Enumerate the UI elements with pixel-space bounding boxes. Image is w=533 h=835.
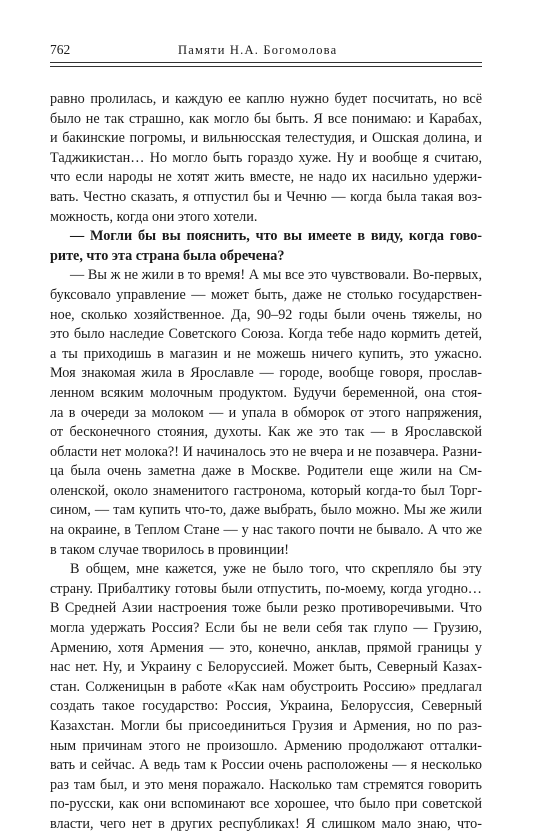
text-line: ленном всяким молочным продуктом. Будучи беременной, она стоя- — [50, 384, 482, 401]
text-line: по-русски, как они вспоминают все хорошее, что было при советской — [50, 796, 482, 813]
running-title: Памяти Н.А. Богомолова — [178, 43, 338, 57]
text-line: могла удержать Россия? Если бы не вели себя так глупо — Грузию, — [50, 620, 482, 637]
text-line: ным причинам этого не произошло. Армению продолжают отталки- — [50, 737, 482, 754]
text-line: а ты приходишь в магазин и не можешь ничего купить, это ужасно. — [50, 345, 482, 362]
text-line: стан. Солженицын в работе «Как нам обустроить Россию» предлагал — [50, 678, 482, 695]
text-line: было не так страшно, как могло бы быть. Я все понимаю: и Карабах, — [50, 110, 482, 127]
text-line: ла в очереди за молоком — и упала в обморок от этого напряжения, — [50, 404, 482, 421]
text-line: что если народы не хотят жить вместе, не надо их насильно удержи- — [50, 169, 482, 186]
text-line: Армению, хотя Армения — это, конечно, анклав, прямой границы у — [50, 639, 482, 656]
text-line: области нет молока?! И начиналось это не вчера и не позавчера. Разни- — [50, 443, 482, 460]
text-line: в таком случае творилось в провинции! — [50, 541, 290, 558]
text-line: от бесконечного стояния, духоты. Как же это так — в Ярославской — [50, 424, 482, 441]
text-line: ца была очень заметна даже в Москве. Родители еще жили на См- — [50, 463, 482, 480]
text-line: нас нет. Ну, и Украину с Белоруссией. Может быть, Северный Казах- — [50, 659, 482, 676]
text-line: вать и сейчас. А ведь там к России очень расположены — я несколько — [50, 757, 482, 774]
text-line: сином, — там купить что-то, даже выбрать, было можно. Мы же жили — [50, 502, 482, 519]
text-line: и бакинские погромы, и вильнюсская телестудия, и Ошская долина, и — [50, 130, 482, 147]
text-line: создать такое государство: Россия, Украина, Белоруссия, Северный — [50, 698, 482, 715]
text-line: власти, чего нет в других республиках! Я слишком мало знаю, что- — [50, 815, 482, 832]
text-line: раз там был, и это меня поражало. Насколько там стремятся говорить — [50, 776, 482, 793]
text-line: — Могли бы вы пояснить, что вы имеете в виду, когда гово- — [70, 228, 482, 245]
text-line: это было наследие Советского Союза. Когда тебе надо кормить детей, — [50, 326, 482, 343]
text-line: В общем, мне кажется, уже не было того, что скрепляло бы эту — [70, 561, 482, 578]
text-line: ное, сколько хозяйственное. Да, 90–92 годы были очень тяжелы, но — [50, 306, 482, 323]
text-line: страну. Прибалтику готовы были отпустить, по-моему, когда угодно… — [50, 580, 482, 597]
text-line: В Средней Азии настроения тоже были резко противоречивыми. Что — [50, 600, 482, 617]
text-line: равно пролилась, и каждую ее каплю нужно будет посчитать, но всё — [50, 91, 482, 107]
body-text — [50, 90, 482, 835]
running-header — [50, 41, 480, 61]
text-line: на окраине, в Теплом Стане — у нас такого почти не бывало. А что же — [50, 522, 482, 539]
page-number: 762 — [50, 42, 71, 57]
text-line: вать. Честно сказать, я отпустил бы и Чечню — когда была такая воз- — [50, 188, 482, 205]
text-line: оленской, около знаменитого гастронома, который когда-то был Торг- — [50, 482, 482, 499]
header-rule — [50, 62, 482, 67]
text-line: Таджикистан… Но могло быть гораздо хуже. Ну и вообще я считаю, — [50, 149, 482, 166]
text-line: — Вы ж не жили в то время! А мы все это чувствовали. Во-первых, — [70, 267, 482, 284]
text-line: рите, что эта страна была обречена? — [50, 247, 285, 264]
text-line: Казахстан. Могли бы присоединиться Грузия и Армения, но по раз- — [50, 718, 482, 734]
text-line: Моя знакомая жила в Ярославле — городе, вообще говоря, прослав- — [50, 365, 482, 382]
text-line: буксовало управление — может быть, даже не столько государствен- — [50, 286, 482, 303]
text-line: можность, когда они этого хотели. — [50, 208, 258, 225]
